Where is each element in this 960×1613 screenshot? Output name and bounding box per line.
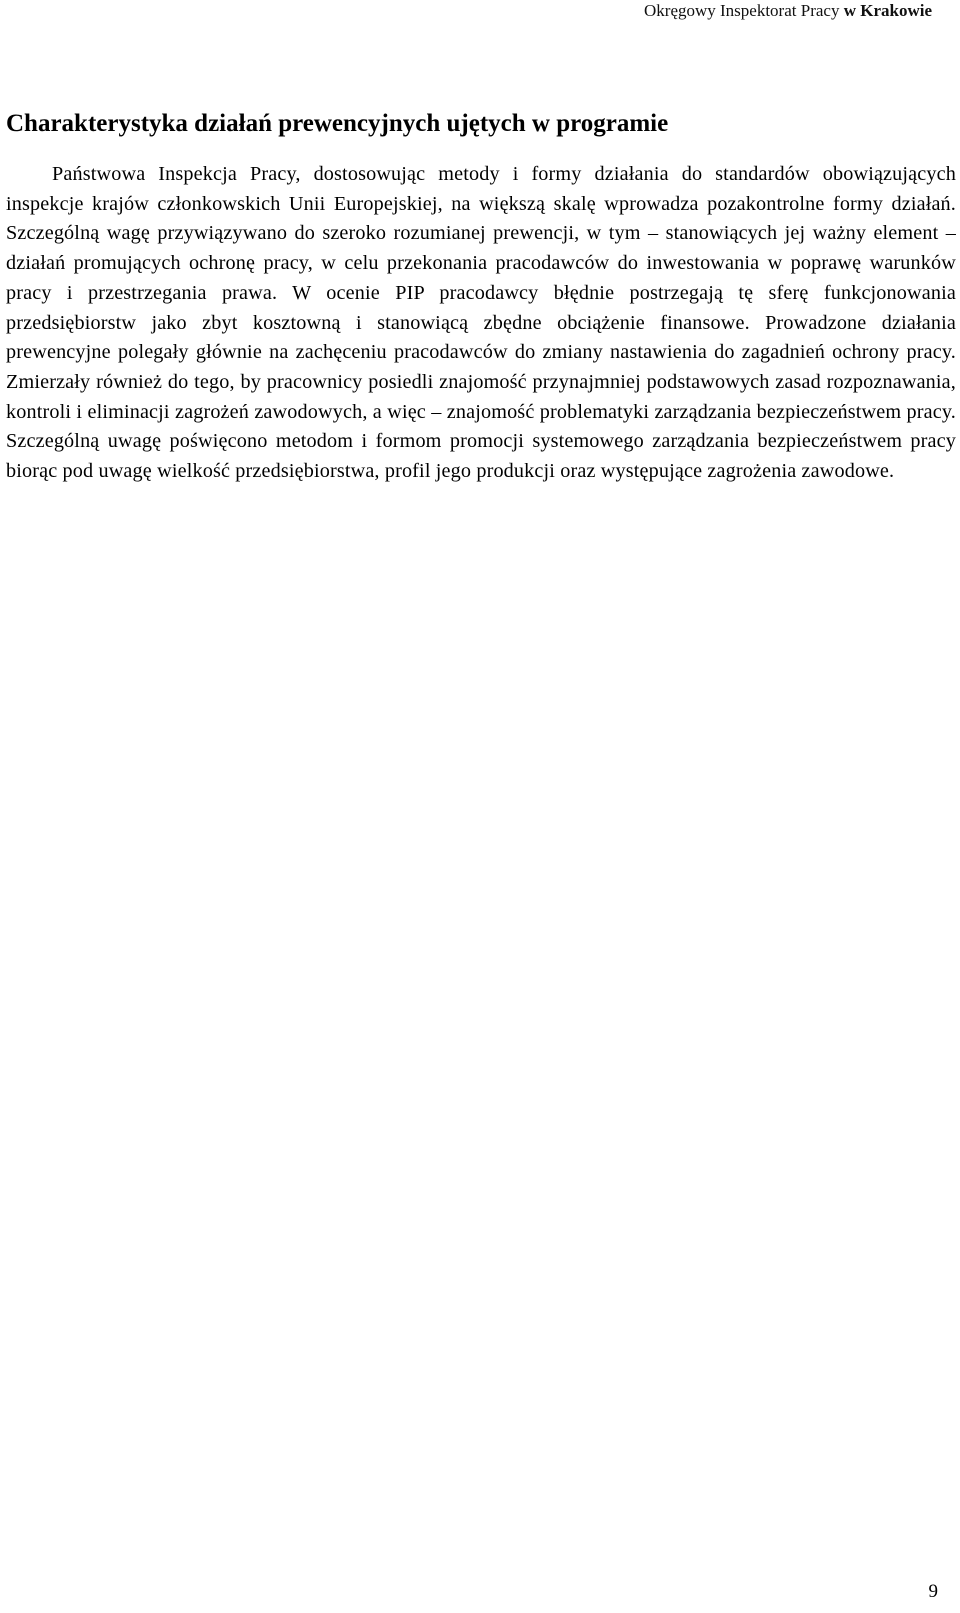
running-header: [644, 0, 932, 22]
header-institution: Okręgowy Inspektorat Pracy: [644, 1, 840, 20]
header-institution-city: w Krakowie: [843, 1, 932, 20]
section-heading: Charakterystyka działań prewencyjnych ujętych w programie: [6, 110, 669, 137]
body-paragraph: Państwowa Inspekcja Pracy, dostosowując metody i formy działania do standardów obowiązujących inspekcje krajów członkowskich Unii Europejskiej, na większą skalę wprowadza pozakontrolne formy działań. Szczególną wagę przywiązywano do szeroko rozumianej prewencji, w tym – stanowiących jej ważny element – działań promujących ochronę pracy, w celu przekonania pracodawców do inwestowania w poprawę warunków pracy i przestrzegania prawa. W ocenie PIP pracodawcy błędnie postrzegają tę sferę funkcjonowania przedsiębiorstw jako zbyt kosztowną i stanowiącą zbędne obciążenie finansowe. Prowadzone działania prewencyjne polegały głównie na zachęceniu pracodawców do zmiany nastawienia do zagadnień ochrony pracy. Zmierzały również do tego, by pracownicy posiedli znajomość przynajmniej podstawowych zasad rozpoznawania, kontroli i eliminacji zagrożeń zawodowych, a więc – znajomość problematyki zarządzania bezpieczeństwem pracy. Szczególną uwagę poświęcono metodom i formom promocji systemowego zarządzania bezpieczeństwem pracy biorąc pod uwagę wielkość przedsiębiorstwa, profil jego produkcji oraz występujące zagrożenia zawodowe.: [6, 163, 956, 483]
page-number: 9: [928, 1581, 938, 1602]
